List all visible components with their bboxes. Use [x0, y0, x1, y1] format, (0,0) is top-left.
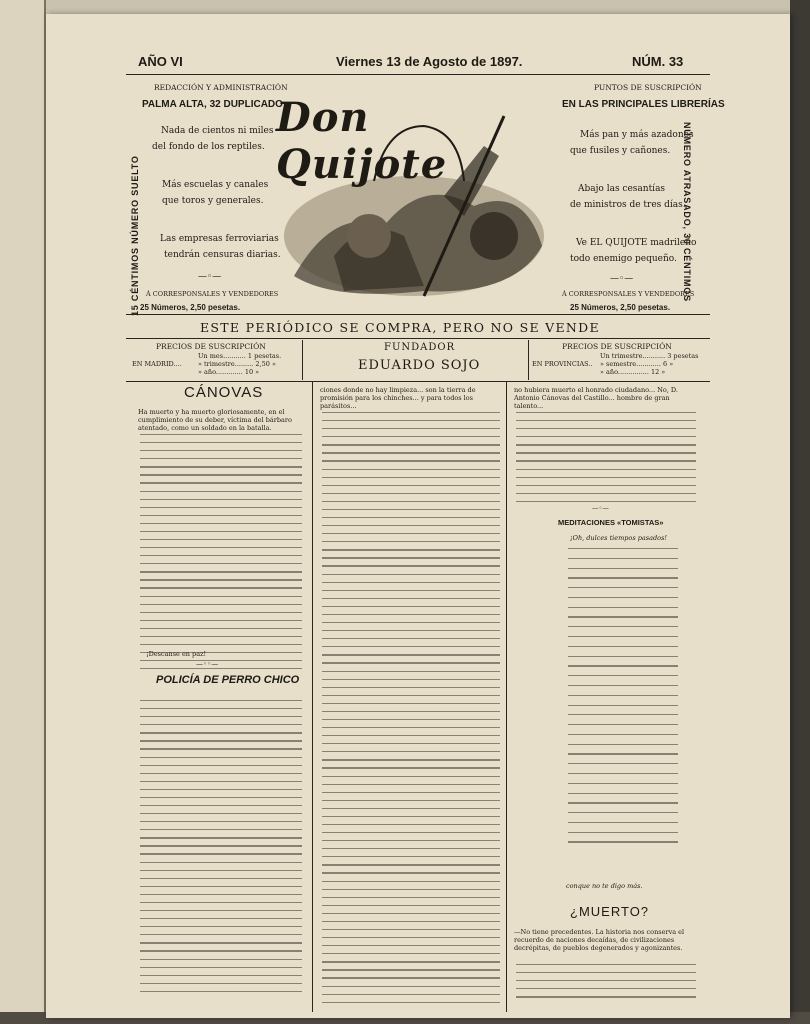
right-vertical-price: NÚMERO ATRASADO, 30 CÉNTIMOS [682, 122, 692, 302]
issue-number: NÚM. 33 [632, 54, 684, 69]
article-canovas-closing: ¡Descanse en paz! [146, 650, 207, 658]
verse-last-line: conque no te digo más. [566, 882, 643, 890]
subscription-right-heading: PRECIOS DE SUSCRIPCIÓN [562, 342, 672, 351]
right-quote: Ve EL QUIJOTE madrileño [576, 238, 697, 248]
article-policia-body [140, 700, 302, 999]
right-quote: todo enemigo pequeño. [570, 254, 677, 264]
article-title-muerto: ¿MUERTO? [570, 904, 650, 919]
article-policia-continued: ciones donde no hay limpieza... son la tierra de promisión para los chinches... y para todos los parásitos... [320, 386, 476, 410]
issue-date: Viernes 13 de Agosto de 1897. [336, 54, 523, 69]
left-correspondents: Á CORRESPONSALES Y VENDEDORES [146, 290, 279, 298]
article-muerto-body [516, 964, 696, 1004]
left-quote: del fondo de los reptiles. [152, 142, 265, 152]
subscription-points: EN LAS PRINCIPALES LIBRERÍAS [562, 99, 725, 110]
right-bulk-price: 25 Números, 2,50 pesetas. [570, 303, 671, 312]
verse-body [568, 548, 678, 851]
ornament: —◦— [592, 504, 609, 512]
founder-name: EDUARDO SOJO [358, 358, 481, 373]
article-title-policia: POLICÍA DE PERRO CHICO [156, 674, 300, 686]
slogan: ESTE PERIÓDICO SE COMPRA, PERO NO SE VENDE [200, 320, 600, 335]
right-quote: que fusiles y cañones. [570, 146, 671, 156]
right-quote: Abajo las cesantías [578, 184, 666, 194]
left-vertical-price: 15 CÉNTIMOS NÚMERO SUELTO [130, 155, 140, 316]
right-quote: de ministros de tres días. [570, 200, 686, 210]
ornament: —◦◦— [196, 660, 219, 668]
right-quote: Más pan y más azadones [580, 130, 694, 140]
newspaper-title: Don Quijote [276, 94, 448, 188]
article-col2-body [322, 412, 500, 1010]
masthead-illustration [274, 86, 554, 304]
left-bulk-price: 25 Números, 2,50 pesetas. [140, 303, 241, 312]
founder-label: FUNDADOR [384, 342, 456, 353]
right-box-heading: PUNTOS DE SUSCRIPCIÓN [594, 83, 702, 92]
price-row: » año............. 10 » [198, 368, 260, 376]
left-quote: Nada de cientos ni miles [161, 126, 274, 136]
right-correspondents: Á CORRESPONSALES Y VENDEDORES [562, 290, 695, 298]
subscription-left-heading: PRECIOS DE SUSCRIPCIÓN [156, 342, 266, 351]
article-muerto-lead: —No tiene precedentes. La historia nos conserva el recuerdo de naciones decaídas, de civilizaciones decrépitas, de pueblos degenerados y agonizantes. [514, 928, 685, 952]
subscription-right-place: EN PROVINCIAS.. [532, 360, 593, 368]
price-row: » semestre............ 6 » [600, 360, 674, 368]
article-col3-lead: no hubiera muerto el honrado ciudadano... No, D. Antonio Cánovas del Castillo... hombre de gran talento... [514, 386, 678, 410]
left-quote: Más escuelas y canales [162, 180, 269, 190]
price-row: Un mes........... 1 pesetas. [198, 352, 282, 360]
ornament: —◦— [198, 272, 222, 282]
subscription-left-place: EN MADRID.... [132, 360, 182, 368]
verse-first-line: ¡Oh, dulces tiempos pasados! [570, 534, 668, 542]
facing-page-edge [0, 0, 46, 1024]
article-col3-body [516, 412, 696, 509]
price-row: Un trimestre........... 3 pesetas [600, 352, 699, 360]
left-quote: tendrán censuras diarias. [164, 250, 281, 260]
left-quote: que toros y generales. [162, 196, 264, 206]
article-title-meditaciones: MEDITACIONES «TOMISTAS» [558, 518, 664, 527]
article-canovas-lead: Ha muerto y ha muerto gloriosamente, en el cumplimiento de su deber, víctima del bárbaro atentado, como un soldado en la batalla. [138, 408, 292, 432]
year-label: AÑO VI [138, 54, 183, 69]
article-canovas-body [140, 434, 302, 676]
newspaper-page [46, 14, 790, 1018]
article-title-canovas: CÁNOVAS [184, 384, 264, 401]
admin-address: PALMA ALTA, 32 DUPLICADO [142, 99, 283, 110]
ornament: —◦— [610, 274, 634, 284]
price-row: » año............... 12 » [600, 368, 666, 376]
left-box-heading: REDACCIÓN Y ADMINISTRACIÓN [154, 83, 288, 92]
left-quote: Las empresas ferroviarias [160, 234, 279, 244]
scan-border [790, 0, 810, 1024]
price-row: » trimestre......... 2,50 » [198, 360, 276, 368]
